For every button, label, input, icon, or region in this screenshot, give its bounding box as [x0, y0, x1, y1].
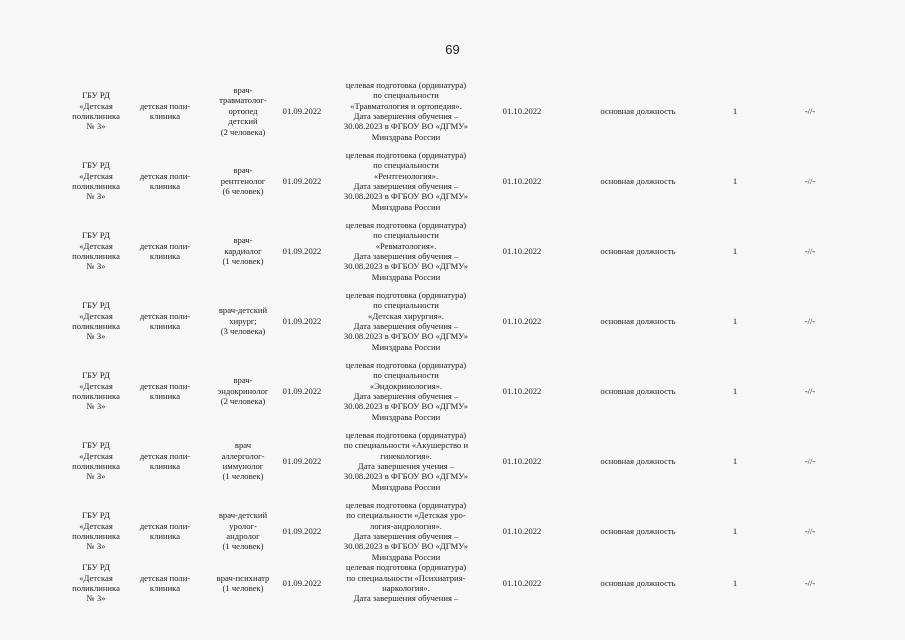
ditto-mark-cell: -//- — [804, 175, 816, 186]
end-date-cell: 01.10.2022 — [502, 455, 542, 466]
start-date-cell: 01.09.2022 — [282, 245, 322, 256]
organization-cell: ГБУ РД «Детская поликлиника № 3» — [72, 440, 120, 482]
department-cell: детская поли- клиника — [139, 380, 191, 401]
job-type-cell: основная должность — [600, 105, 676, 116]
job-type-cell: основная должность — [600, 315, 676, 326]
start-date-cell: 01.09.2022 — [282, 105, 322, 116]
position-cell: врач-детский уролог- андролог (1 человек) — [218, 510, 268, 552]
ditto-mark-cell: -//- — [804, 577, 816, 588]
training-cell: целевая подготовка (ординатура) по специальности «Рентгенология». Дата завершения обучения – 30.08.2023 в ФГБОУ ВО «ДГМУ» Минздрава России — [343, 149, 469, 212]
organization-cell: ГБУ РД «Детская поликлиника № 3» — [72, 160, 120, 202]
end-date-cell: 01.10.2022 — [502, 175, 542, 186]
count-cell: 1 — [732, 315, 738, 326]
department-cell: детская поли- клиника — [139, 572, 191, 593]
ditto-mark-cell: -//- — [804, 525, 816, 536]
position-cell: врач- травматолог- ортопед детский (2 человека) — [219, 84, 267, 137]
department-cell: детская поли- клиника — [139, 170, 191, 191]
department-cell: детская поли- клиника — [139, 240, 191, 261]
count-cell: 1 — [732, 385, 738, 396]
end-date-cell: 01.10.2022 — [502, 105, 542, 116]
ditto-mark-cell: -//- — [804, 245, 816, 256]
organization-cell: ГБУ РД «Детская поликлиника № 3» — [72, 510, 120, 552]
job-type-cell: основная должность — [600, 175, 676, 186]
training-cell: целевая подготовка (ординатура) по специальности «Акушерство и гинекология». Дата завершения учения – 30.08.2023 в ФГБОУ ВО «ДГМУ» Минздрава России — [343, 429, 469, 492]
end-date-cell: 01.10.2022 — [502, 577, 542, 588]
organization-cell: ГБУ РД «Детская поликлиника № 3» — [72, 230, 120, 272]
position-cell: врач аллерголог- иммунолог (1 человек) — [221, 440, 265, 482]
department-cell: детская поли- клиника — [139, 520, 191, 541]
start-date-cell: 01.09.2022 — [282, 455, 322, 466]
training-cell: целевая подготовка (ординатура) по специальности «Травматология и ортопедия». Дата завершения обучения – 30.08.2023 в ФГБОУ ВО «ДГМУ» Минздрава России — [343, 79, 469, 142]
count-cell: 1 — [732, 245, 738, 256]
job-type-cell: основная должность — [600, 385, 676, 396]
training-cell: целевая подготовка (ординатура) по специальности «Эндокринология». Дата завершения обучения – 30.08.2023 в ФГБОУ ВО «ДГМУ» Минздрава России — [343, 359, 469, 422]
start-date-cell: 01.09.2022 — [282, 315, 322, 326]
job-type-cell: основная должность — [600, 577, 676, 588]
start-date-cell: 01.09.2022 — [282, 385, 322, 396]
count-cell: 1 — [732, 455, 738, 466]
position-cell: врач- эндокринолог (2 человека) — [217, 375, 269, 407]
end-date-cell: 01.10.2022 — [502, 315, 542, 326]
job-type-cell: основная должность — [600, 525, 676, 536]
position-cell: врач-психиатр (1 человек) — [216, 572, 270, 593]
ditto-mark-cell: -//- — [804, 385, 816, 396]
start-date-cell: 01.09.2022 — [282, 577, 322, 588]
training-cell: целевая подготовка (ординатура) по специальности «Детская уро- логия-андрология». Дата завершения обучения – 30.08.2023 в ФГБОУ ВО «ДГМУ» Минздрава России — [343, 499, 469, 562]
training-cell: целевая подготовка (ординатура) по специальности «Детская хирургия». Дата завершения обучения – 30.08.2023 в ФГБОУ ВО «ДГМУ» Минздрава России — [343, 289, 469, 352]
job-type-cell: основная должность — [600, 455, 676, 466]
department-cell: детская поли- клиника — [139, 100, 191, 121]
end-date-cell: 01.10.2022 — [502, 245, 542, 256]
start-date-cell: 01.09.2022 — [282, 175, 322, 186]
count-cell: 1 — [732, 175, 738, 186]
organization-cell: ГБУ РД «Детская поликлиника № 3» — [72, 90, 120, 132]
position-cell: врач- кардиолог (1 человек) — [222, 235, 264, 267]
count-cell: 1 — [732, 577, 738, 588]
job-type-cell: основная должность — [600, 245, 676, 256]
count-cell: 1 — [732, 525, 738, 536]
start-date-cell: 01.09.2022 — [282, 525, 322, 536]
training-cell: целевая подготовка (ординатура) по специальности «Психиатрия- наркология». Дата завершения обучения – — [345, 562, 467, 604]
count-cell: 1 — [732, 105, 738, 116]
ditto-mark-cell: -//- — [804, 105, 816, 116]
ditto-mark-cell: -//- — [804, 455, 816, 466]
page-number: 69 — [445, 42, 460, 57]
position-cell: врач-детский хирург; (3 человека) — [218, 305, 268, 337]
department-cell: детская поли- клиника — [139, 310, 191, 331]
organization-cell: ГБУ РД «Детская поликлиника № 3» — [72, 562, 120, 604]
table-row — [0, 558, 905, 608]
position-cell: врач- рентгенолог (6 человек) — [220, 165, 266, 197]
organization-cell: ГБУ РД «Детская поликлиника № 3» — [72, 300, 120, 342]
end-date-cell: 01.10.2022 — [502, 525, 542, 536]
training-cell: целевая подготовка (ординатура) по специальности «Ревматология». Дата завершения обучения – 30.08.2023 в ФГБОУ ВО «ДГМУ» Минздрава России — [343, 219, 469, 282]
ditto-mark-cell: -//- — [804, 315, 816, 326]
department-cell: детская поли- клиника — [139, 450, 191, 471]
organization-cell: ГБУ РД «Детская поликлиника № 3» — [72, 370, 120, 412]
end-date-cell: 01.10.2022 — [502, 385, 542, 396]
